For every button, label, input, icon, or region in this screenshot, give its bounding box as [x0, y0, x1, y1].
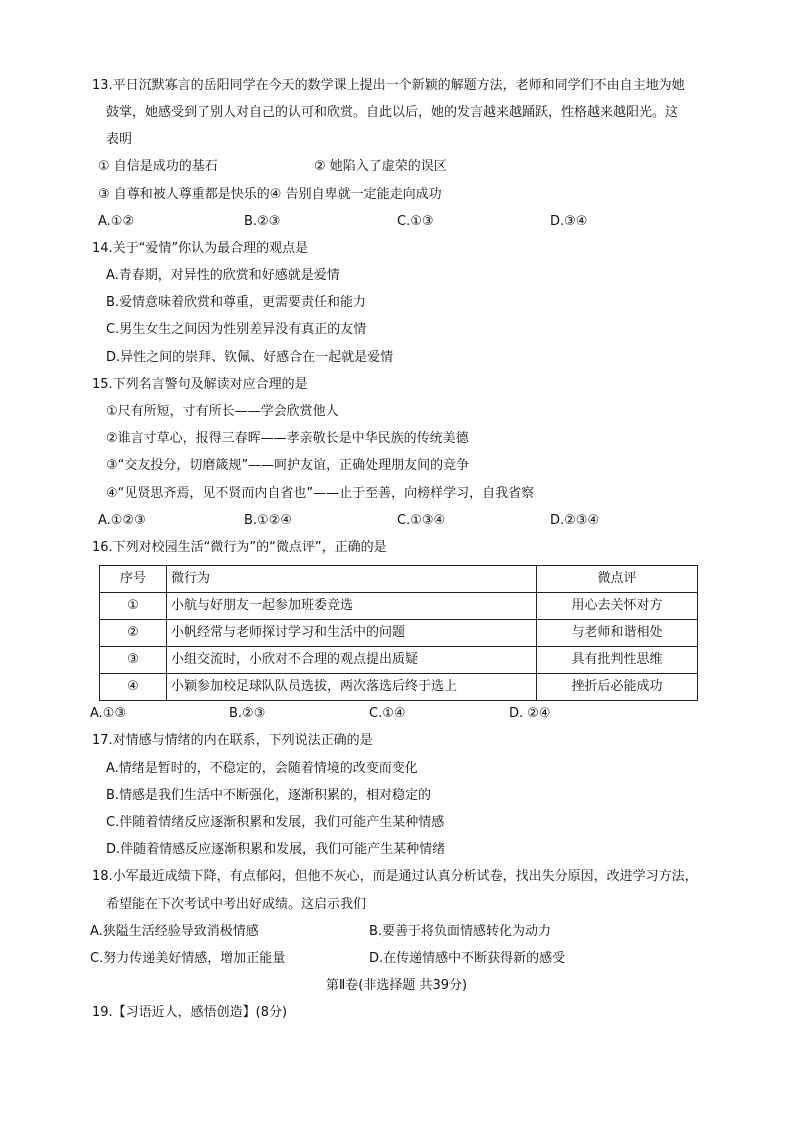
table-cell: 具有批判性思维: [537, 647, 698, 674]
q13-choice-a: A.①②: [98, 214, 135, 229]
q17-option-c: C.伴随着情绪反应逐渐积累和发展，我们可能产生某种情感: [106, 815, 445, 830]
q17-option-b: B.情感是我们生活中不断强化，逐渐积累的，相对稳定的: [106, 788, 432, 803]
table-header-cell: 微行为: [167, 566, 537, 593]
q15-statement-1: ①尺有所短，寸有所长——学会欣赏他人: [106, 404, 339, 419]
table-header-row: [100, 566, 698, 593]
q14-option-c: C.男生女生之间因为性别差异没有真正的友情: [106, 322, 367, 337]
q13-statement-3-4: ③ 自尊和被人尊重都是快乐的④ 告别自卑就一定能走向成功: [98, 187, 442, 202]
q18-option-c: C.努力传递美好情感，增加正能量: [90, 951, 286, 966]
q13-choice-c: C.①③: [397, 214, 434, 229]
q15-choice-c: C.①③④: [397, 513, 446, 528]
table-cell: 小颖参加校足球队队员选拔，两次落选后终于选上: [167, 674, 537, 701]
q15-stem: 15.下列名言警句及解读对应合理的是: [92, 377, 308, 392]
table-cell: 小组交流时，小欣对不合理的观点提出质疑: [167, 647, 537, 674]
q16-stem: 16.下列对校园生活“微行为”的“微点评”，正确的是: [92, 540, 387, 555]
q17-option-d: D.伴随着情感反应逐渐积累和发展，我们可能产生某种情绪: [106, 842, 446, 857]
q18-stem-line-2: 希望能在下次考试中考出好成绩。这启示我们: [106, 897, 367, 912]
q15-statement-4: ④“见贤思齐焉，见不贤而内自省也”——止于至善，向榜样学习，自我省察: [106, 486, 535, 501]
q15-choice-a: A.①②③: [98, 513, 146, 528]
table-cell: ①: [100, 593, 167, 620]
q15-choice-b: B.①②④: [244, 513, 293, 528]
table-row: [100, 620, 698, 647]
table-header-cell: 微点评: [537, 566, 698, 593]
q13-stem-line-1: 13.平日沉默寡言的岳阳同学在今天的数学课上提出一个新颖的解题方法，老师和同学们不由自主地为她: [92, 78, 685, 93]
q18-stem-line-1: 18.小军最近成绩下降，有点郁闷，但他不灰心，而是通过认真分析试卷，找出失分原因，改进学习方法，: [92, 869, 698, 884]
q14-stem: 14.关于“爱情”你认为最合理的观点是: [92, 241, 309, 256]
section-2-title: 第Ⅱ卷(非选择题 共39分): [325, 978, 468, 993]
q15-statement-2: ②谁言寸草心，报得三春晖——孝亲敬长是中华民族的传统美德: [106, 431, 469, 446]
table-row: [100, 593, 698, 620]
q13-statement-1: ① 自信是成功的基石: [98, 159, 218, 174]
q19-stem: 19.【习语近人，感悟创造】(8分): [92, 1005, 288, 1020]
q14-option-a: A.青春期，对异性的欣赏和好感就是爱情: [106, 268, 340, 283]
table-row: [100, 674, 698, 701]
q16-choice-b: B.②③: [229, 706, 266, 721]
q16-choice-a: A.①③: [90, 706, 127, 721]
q13-stem-line-2: 鼓掌，她感受到了别人对自己的认可和欣赏。自此以后，她的发言越来越踊跃，性格越来越阳光。这: [106, 105, 679, 120]
table-cell: ②: [100, 620, 167, 647]
q17-option-a: A.情绪是暂时的，不稳定的，会随着情境的改变而变化: [106, 761, 418, 776]
q16-choice-c: C.①④: [369, 706, 406, 721]
q14-option-d: D.异性之间的崇拜、钦佩、好感合在一起就是爱情: [106, 350, 394, 365]
table-row: [100, 647, 698, 674]
q18-option-d: D.在传递情感中不断获得新的感受: [369, 951, 566, 966]
table-cell: ④: [100, 674, 167, 701]
q15-choice-d: D.②③④: [550, 513, 600, 528]
table-cell: 与老师和谐相处: [537, 620, 698, 647]
q13-stem-line-3: 表明: [106, 132, 133, 147]
q13-choice-b: B.②③: [244, 214, 281, 229]
q18-option-a: A.狭隘生活经验导致消极情感: [90, 924, 259, 939]
q17-stem: 17.对情感与情绪的内在联系，下列说法正确的是: [92, 733, 373, 748]
q18-option-b: B.要善于将负面情感转化为动力: [369, 924, 552, 939]
q16-choice-d: D. ②④: [509, 706, 551, 721]
table-cell: 挫折后必能成功: [537, 674, 698, 701]
table-cell: 小航与好朋友一起参加班委竞选: [167, 593, 537, 620]
q13-statement-2: ② 她陷入了虚荣的误区: [314, 159, 447, 174]
q13-choice-d: D.③④: [550, 214, 588, 229]
q15-statement-3: ③“交友投分，切磨箴规”——呵护友谊，正确处理朋友间的竞争: [106, 458, 470, 473]
q14-option-b: B.爱情意味着欣赏和尊重，更需要责任和能力: [106, 295, 367, 310]
q16-table: [99, 565, 698, 701]
table-cell: 用心去关怀对方: [537, 593, 698, 620]
table-header-cell: 序号: [100, 566, 167, 593]
table-cell: 小帆经常与老师探讨学习和生活中的问题: [167, 620, 537, 647]
table-cell: ③: [100, 647, 167, 674]
